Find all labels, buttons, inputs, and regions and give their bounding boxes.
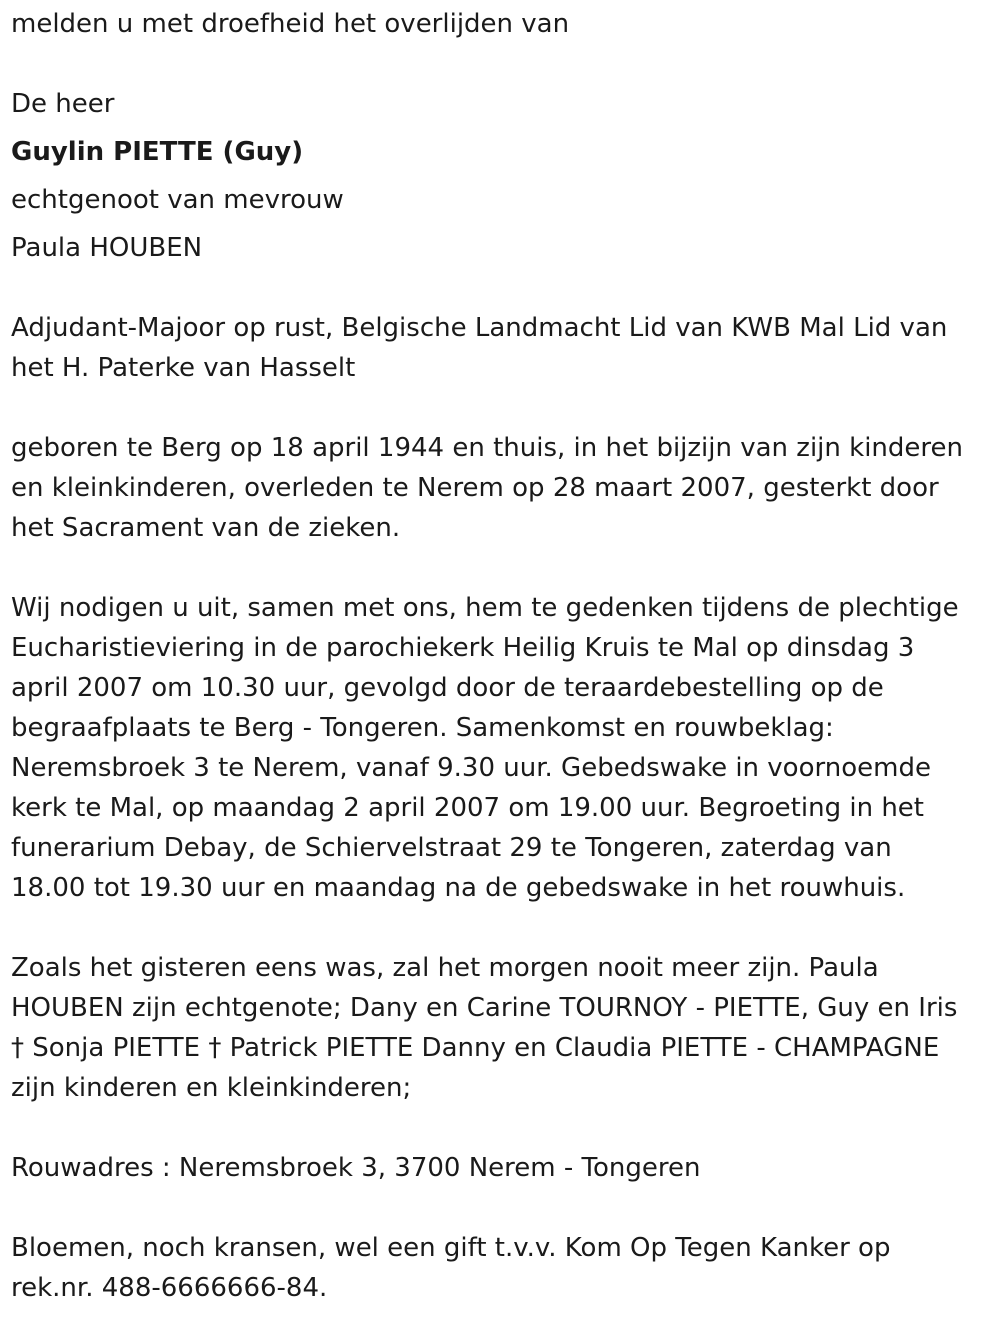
paragraph-line: Eucharistieviering in de parochiekerk Heilig Kruis te Mal op dinsdag 3 (11, 633, 915, 663)
spouse-name: Paula HOUBEN (11, 233, 203, 263)
intro-text: melden u met droefheid het overlijden van (11, 9, 570, 39)
family-paragraph (11, 948, 986, 1108)
paragraph-line: begraafplaats te Berg - Tongeren. Samenkomst en rouwbeklag: (11, 713, 834, 743)
donation-paragraph (11, 1228, 986, 1308)
paragraph-line: Wij nodigen u uit, samen met ons, hem te gedenken tijdens de plechtige (11, 593, 959, 623)
paragraph-line: april 2007 om 10.30 uur, gevolgd door de teraardebestelling op de (11, 673, 884, 703)
paragraph-line: Neremsbroek 3 te Nerem, vanaf 9.30 uur. Gebedswake in voornoemde (11, 753, 931, 783)
paragraph-line: het Sacrament van de zieken. (11, 513, 401, 543)
ceremony-paragraph (11, 588, 986, 908)
relation-text: echtgenoot van mevrouw (11, 185, 344, 215)
deceased-block (11, 84, 986, 268)
paragraph-line: Zoals het gisteren eens was, zal het morgen nooit meer zijn. Paula (11, 953, 879, 983)
mourning-address: Rouwadres : Neremsbroek 3, 3700 Nerem - Tongeren (11, 1153, 701, 1183)
paragraph-line: 18.00 tot 19.30 uur en maandag na de gebedswake in het rouwhuis. (11, 873, 906, 903)
paragraph-line: zijn kinderen en kleinkinderen; (11, 1073, 412, 1103)
paragraph-line: † Sonja PIETTE † Patrick PIETTE Danny en Claudia PIETTE - CHAMPAGNE (11, 1033, 940, 1063)
paragraph-line: funerarium Debay, de Schiervelstraat 29 te Tongeren, zaterdag van (11, 833, 892, 863)
paragraph-line: geboren te Berg op 18 april 1944 en thuis, in het bijzijn van zijn kinderen (11, 433, 963, 463)
address-paragraph (11, 1148, 986, 1188)
deceased-name: Guylin PIETTE (Guy) (11, 137, 304, 167)
birth-death-paragraph (11, 428, 986, 548)
titles-paragraph (11, 308, 986, 388)
paragraph-line: en kleinkinderen, overleden te Nerem op 28 maart 2007, gesterkt door (11, 473, 939, 503)
salutation: De heer (11, 89, 115, 119)
paragraph-line: Bloemen, noch kransen, wel een gift t.v.v. Kom Op Tegen Kanker op (11, 1233, 891, 1263)
paragraph-line: het H. Paterke van Hasselt (11, 353, 356, 383)
paragraph-line: rek.nr. 488-6666666-84. (11, 1273, 328, 1303)
paragraph-line: kerk te Mal, op maandag 2 april 2007 om 19.00 uur. Begroeting in het (11, 793, 924, 823)
paragraph-line: Adjudant-Majoor op rust, Belgische Landmacht Lid van KWB Mal Lid van (11, 313, 948, 343)
paragraph-line: HOUBEN zijn echtgenote; Dany en Carine TOURNOY - PIETTE, Guy en Iris (11, 993, 958, 1023)
obituary-document (11, 0, 986, 1308)
